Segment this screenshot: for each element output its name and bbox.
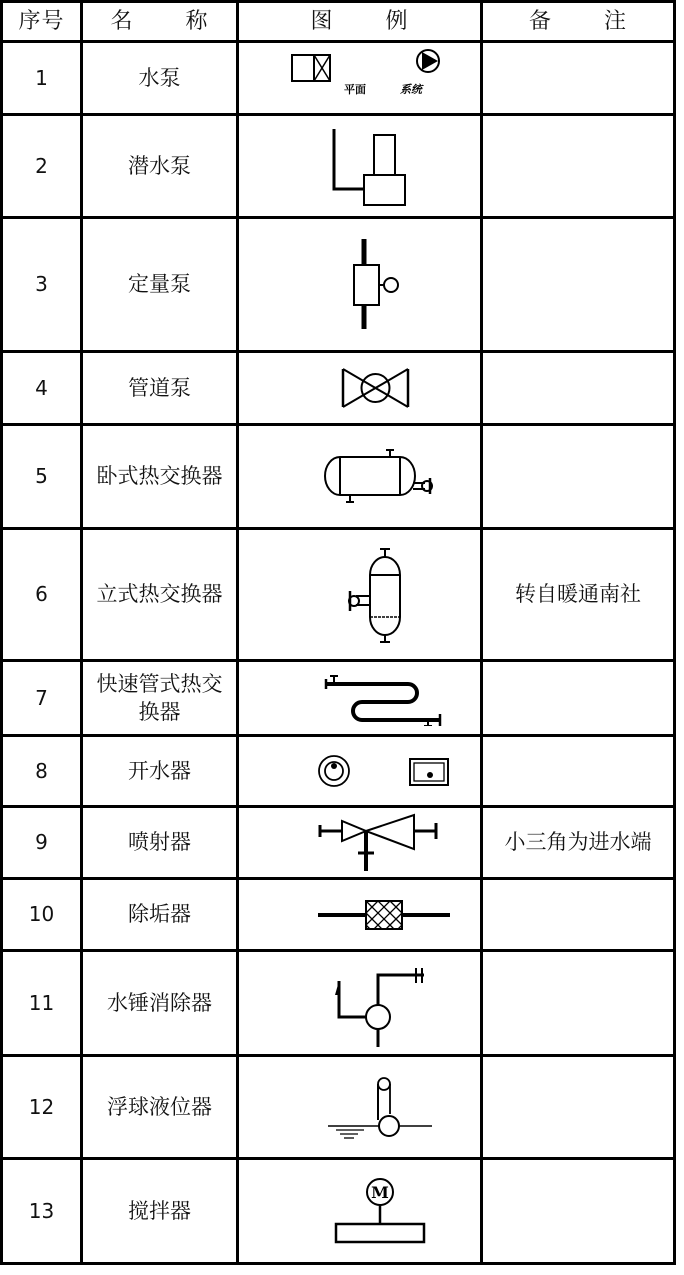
row-note: 小三角为进水端 [482, 807, 675, 879]
row-symbol [238, 425, 482, 529]
row-note: 转自暖通南社 [482, 529, 675, 661]
row-symbol [238, 736, 482, 807]
metering-pump-icon [260, 235, 460, 335]
row-name: 开水器 [82, 736, 238, 807]
svg-text:系统: 系统 [399, 83, 422, 96]
row-name: 水锤消除器 [82, 951, 238, 1056]
row-name: 潜水泵 [82, 115, 238, 218]
descaler-icon [260, 895, 460, 935]
row-number: 11 [2, 951, 82, 1056]
header-no: 序号 [2, 2, 82, 42]
agitator-icon [260, 1166, 460, 1256]
row-symbol [238, 951, 482, 1056]
row-note [482, 1056, 675, 1159]
table-row [2, 807, 675, 879]
table-row [2, 1056, 675, 1159]
row-number: 3 [2, 218, 82, 352]
row-number: 7 [2, 661, 82, 736]
row-number: 6 [2, 529, 82, 661]
submersible-pump-icon [260, 121, 460, 211]
row-name: 水泵 [82, 42, 238, 115]
row-name: 快速管式热交换器 [82, 661, 238, 736]
row-note [482, 1159, 675, 1264]
row-number: 1 [2, 42, 82, 115]
table-row [2, 1159, 675, 1264]
ejector-icon [260, 813, 460, 873]
row-number: 2 [2, 115, 82, 218]
table-row [2, 736, 675, 807]
table-row [2, 218, 675, 352]
row-name: 定量泵 [82, 218, 238, 352]
row-symbol [238, 1159, 482, 1264]
row-symbol [238, 218, 482, 352]
water-boiler-icon [260, 751, 460, 791]
row-name: 卧式热交换器 [82, 425, 238, 529]
row-number: 8 [2, 736, 82, 807]
row-name: 立式热交换器 [82, 529, 238, 661]
row-note [482, 736, 675, 807]
row-number: 13 [2, 1159, 82, 1264]
water-hammer-arrester-icon [260, 955, 460, 1051]
header-note: 备 注 [482, 2, 675, 42]
row-symbol [238, 529, 482, 661]
row-note [482, 218, 675, 352]
pipeline-pump-icon [260, 363, 460, 413]
table-row [2, 425, 675, 529]
row-name: 搅拌器 [82, 1159, 238, 1264]
table-row [2, 661, 675, 736]
row-symbol [238, 352, 482, 425]
row-symbol [238, 807, 482, 879]
table-row [2, 951, 675, 1056]
row-name: 除垢器 [82, 879, 238, 951]
row-symbol [238, 1056, 482, 1159]
svg-text:平面: 平面 [343, 83, 366, 96]
pump-icon [260, 47, 460, 109]
row-note [482, 879, 675, 951]
row-note [482, 42, 675, 115]
row-note [482, 115, 675, 218]
table-row [2, 529, 675, 661]
row-note [482, 661, 675, 736]
row-name: 管道泵 [82, 352, 238, 425]
table-row [2, 42, 675, 115]
row-number: 12 [2, 1056, 82, 1159]
header-row [2, 2, 675, 42]
float-level-device-icon [260, 1062, 460, 1152]
table-row [2, 879, 675, 951]
row-number: 5 [2, 425, 82, 529]
row-name: 浮球液位器 [82, 1056, 238, 1159]
header-name: 名 称 [82, 2, 238, 42]
row-symbol [238, 42, 482, 115]
vertical-heat-exchanger-icon [260, 545, 460, 645]
svg-text:M: M [370, 1183, 389, 1202]
row-number: 9 [2, 807, 82, 879]
table-row [2, 115, 675, 218]
row-symbol [238, 661, 482, 736]
row-note [482, 951, 675, 1056]
row-note [482, 425, 675, 529]
row-number: 4 [2, 352, 82, 425]
row-name: 喷射器 [82, 807, 238, 879]
header-symbol: 图 例 [238, 2, 482, 42]
quick-tube-heat-exchanger-icon [260, 670, 460, 726]
table-row [2, 352, 675, 425]
row-note [482, 352, 675, 425]
horizontal-heat-exchanger-icon [260, 447, 460, 507]
row-symbol [238, 115, 482, 218]
row-symbol [238, 879, 482, 951]
row-number: 10 [2, 879, 82, 951]
